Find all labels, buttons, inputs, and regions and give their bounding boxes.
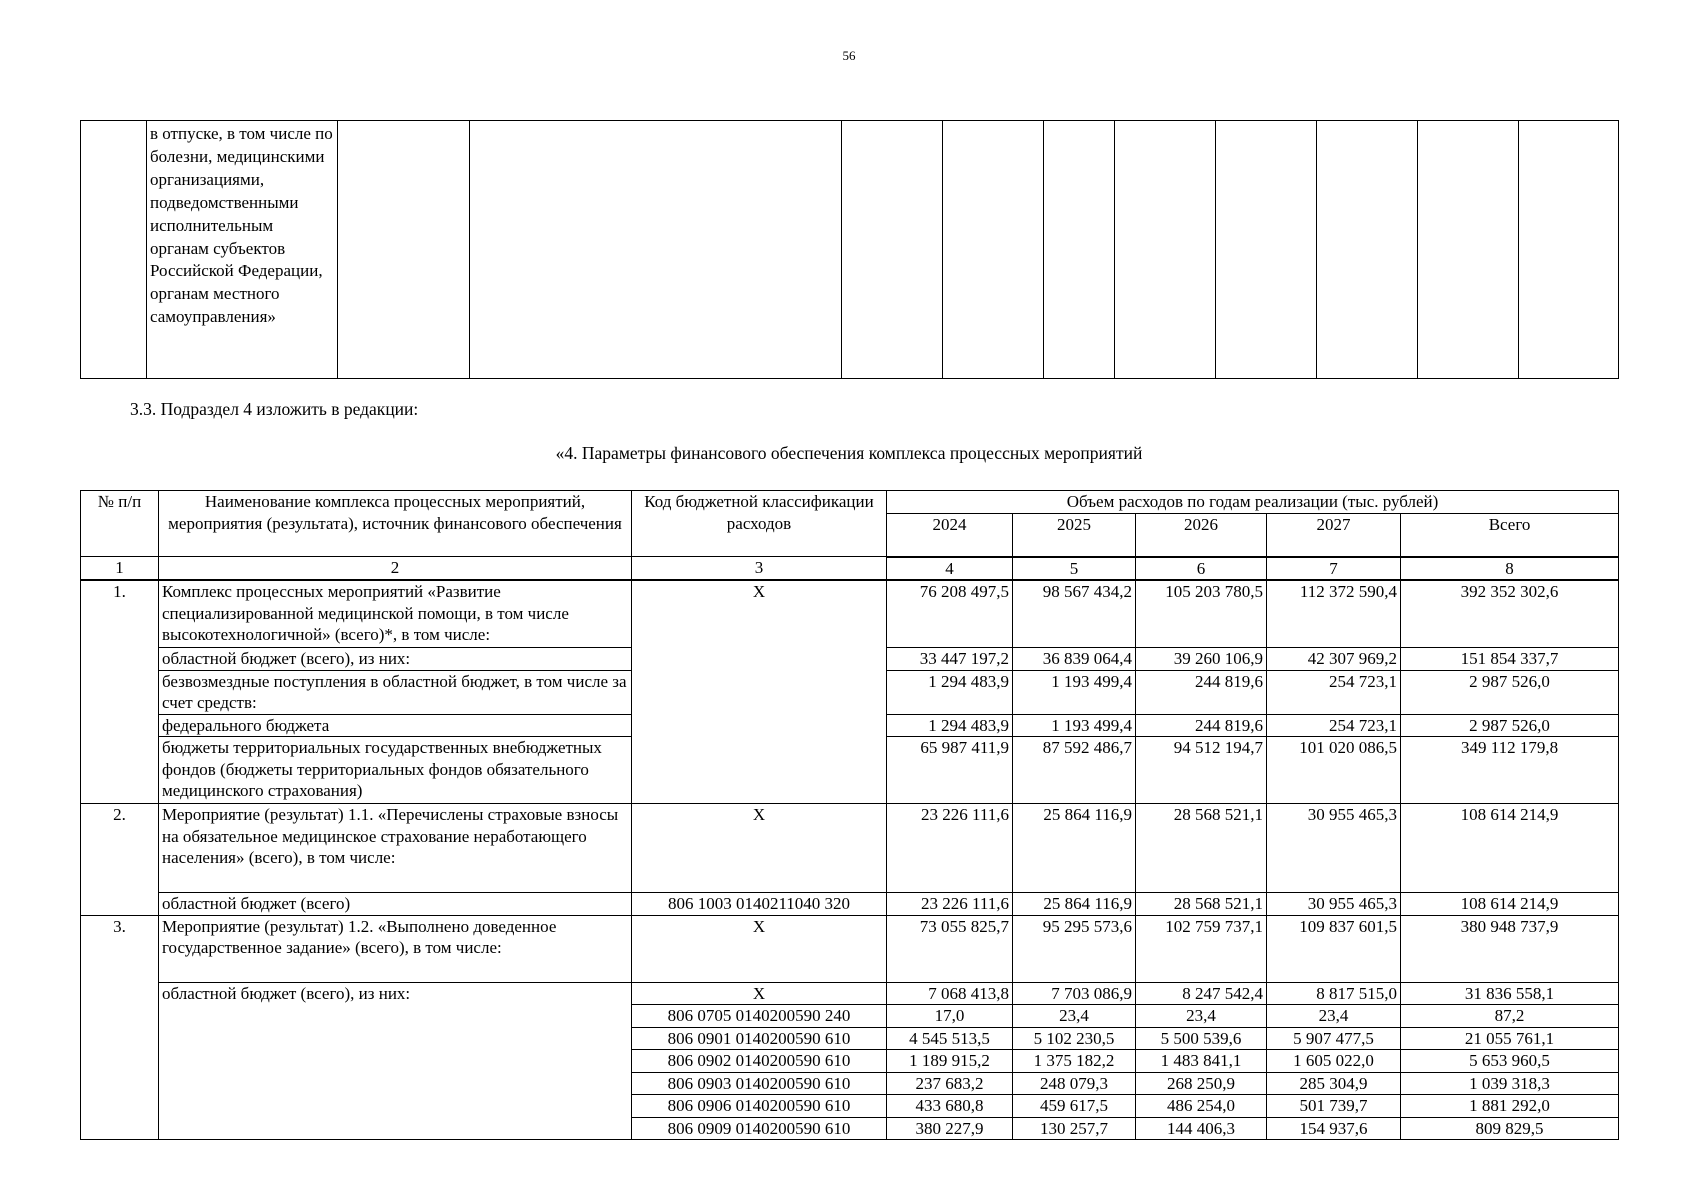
value-2027: 112 372 590,4 (1267, 580, 1401, 648)
col-number: 3 (632, 557, 887, 581)
col-number: 7 (1267, 557, 1401, 581)
value-2025: 87 592 486,7 (1013, 737, 1136, 804)
header-total: Всего (1401, 513, 1619, 557)
value-total: 380 948 737,9 (1401, 915, 1619, 982)
table-row (81, 915, 1619, 982)
value-2027: 8 817 515,0 (1267, 982, 1401, 1005)
row-name: бюджеты территориальных государственных внебюджетных фондов (бюджеты территориальных фондов обязательного медицинского страхования) (159, 737, 632, 804)
col-number: 4 (887, 557, 1013, 581)
value-2024: 380 227,9 (887, 1117, 1013, 1140)
value-2027: 154 937,6 (1267, 1117, 1401, 1140)
row-name: областной бюджет (всего) (159, 893, 632, 916)
row-code: 806 0903 0140200590 610 (632, 1072, 887, 1095)
header-2026: 2026 (1136, 513, 1267, 557)
header-2024: 2024 (887, 513, 1013, 557)
row-code: Х (632, 580, 887, 804)
header-code: Код бюджетной классификации расходов (632, 491, 887, 557)
value-2027: 30 955 465,3 (1267, 804, 1401, 893)
value-total: 21 055 761,1 (1401, 1027, 1619, 1050)
value-2026: 8 247 542,4 (1136, 982, 1267, 1005)
row-code: 806 0906 0140200590 610 (632, 1095, 887, 1118)
value-2027: 1 605 022,0 (1267, 1050, 1401, 1073)
section-heading: «4. Параметры финансового обеспечения комплекса процессных мероприятий (555, 443, 1143, 463)
table-row (81, 982, 1619, 1005)
header-2027: 2027 (1267, 513, 1401, 557)
row-code: Х (632, 982, 887, 1005)
value-total: 5 653 960,5 (1401, 1050, 1619, 1073)
cont-cell (943, 121, 1044, 379)
cont-cell (1044, 121, 1115, 379)
value-2026: 268 250,9 (1136, 1072, 1267, 1095)
continuation-text: в отпуске, в том числе по болезни, медицинскими организациями, подведомственными исполнительным органам субъектов Российской Федерации, органам местного самоуправления» (147, 121, 338, 379)
value-2026: 39 260 106,9 (1136, 648, 1267, 671)
value-2024: 23 226 111,6 (887, 893, 1013, 916)
value-2027: 23,4 (1267, 1005, 1401, 1028)
value-2026: 244 819,6 (1136, 670, 1267, 714)
row-code: 806 1003 0140211040 320 (632, 893, 887, 916)
value-2024: 65 987 411,9 (887, 737, 1013, 804)
row-code: 806 0705 0140200590 240 (632, 1005, 887, 1028)
row-number: 3. (81, 915, 159, 1140)
cont-cell (1317, 121, 1418, 379)
row-name: Мероприятие (результат) 1.1. «Перечислены страховые взносы на обязательное медицинское страхование неработающего населения» (всего), в том числе: (159, 804, 632, 893)
value-2025: 7 703 086,9 (1013, 982, 1136, 1005)
value-total: 1 881 292,0 (1401, 1095, 1619, 1118)
value-2024: 1 294 483,9 (887, 714, 1013, 737)
value-2025: 1 193 499,4 (1013, 714, 1136, 737)
col-number: 8 (1401, 557, 1619, 581)
value-2026: 105 203 780,5 (1136, 580, 1267, 648)
col-number: 2 (159, 557, 632, 581)
row-name: безвозмездные поступления в областной бюджет, в том числе за счет средств: (159, 670, 632, 714)
value-2024: 1 294 483,9 (887, 670, 1013, 714)
value-2025: 25 864 116,9 (1013, 804, 1136, 893)
value-2027: 254 723,1 (1267, 670, 1401, 714)
value-2025: 23,4 (1013, 1005, 1136, 1028)
col-number: 1 (81, 557, 159, 581)
value-2025: 95 295 573,6 (1013, 915, 1136, 982)
value-total: 1 039 318,3 (1401, 1072, 1619, 1095)
value-total: 108 614 214,9 (1401, 893, 1619, 916)
table-row (81, 893, 1619, 916)
cont-cell (81, 121, 147, 379)
value-2025: 5 102 230,5 (1013, 1027, 1136, 1050)
value-total: 809 829,5 (1401, 1117, 1619, 1140)
value-2025: 25 864 116,9 (1013, 893, 1136, 916)
value-2026: 1 483 841,1 (1136, 1050, 1267, 1073)
row-number: 2. (81, 804, 159, 916)
value-2025: 130 257,7 (1013, 1117, 1136, 1140)
row-name: федерального бюджета (159, 714, 632, 737)
amendment-paragraph: 3.3. Подраздел 4 изложить в редакции: (130, 399, 419, 419)
cont-cell (1519, 121, 1619, 379)
value-2025: 1 375 182,2 (1013, 1050, 1136, 1073)
row-code: 806 0909 0140200590 610 (632, 1117, 887, 1140)
value-total: 2 987 526,0 (1401, 670, 1619, 714)
cont-cell (470, 121, 842, 379)
value-2024: 433 680,8 (887, 1095, 1013, 1118)
table-row (81, 804, 1619, 893)
col-number: 6 (1136, 557, 1267, 581)
value-2024: 17,0 (887, 1005, 1013, 1028)
value-2025: 1 193 499,4 (1013, 670, 1136, 714)
cont-cell (1418, 121, 1519, 379)
value-2025: 36 839 064,4 (1013, 648, 1136, 671)
header-num: № п/п (81, 491, 159, 557)
cont-cell (338, 121, 470, 379)
cont-cell (842, 121, 943, 379)
col-number: 5 (1013, 557, 1136, 581)
value-2024: 7 068 413,8 (887, 982, 1013, 1005)
value-2026: 5 500 539,6 (1136, 1027, 1267, 1050)
row-name: областной бюджет (всего), из них: (159, 648, 632, 671)
value-2024: 76 208 497,5 (887, 580, 1013, 648)
value-total: 108 614 214,9 (1401, 804, 1619, 893)
value-total: 87,2 (1401, 1005, 1619, 1028)
row-code: 806 0901 0140200590 610 (632, 1027, 887, 1050)
value-2026: 23,4 (1136, 1005, 1267, 1028)
row-number: 1. (81, 580, 159, 804)
row-name: областной бюджет (всего), из них: (159, 982, 632, 1140)
value-total: 392 352 302,6 (1401, 580, 1619, 648)
row-name: Мероприятие (результат) 1.2. «Выполнено доведенное государственное задание» (всего), в том числе: (159, 915, 632, 982)
row-code: 806 0902 0140200590 610 (632, 1050, 887, 1073)
value-2027: 109 837 601,5 (1267, 915, 1401, 982)
value-2027: 30 955 465,3 (1267, 893, 1401, 916)
value-2027: 5 907 477,5 (1267, 1027, 1401, 1050)
row-code: Х (632, 915, 887, 982)
value-2026: 28 568 521,1 (1136, 893, 1267, 916)
value-2024: 4 545 513,5 (887, 1027, 1013, 1050)
header-volume: Объем расходов по годам реализации (тыс. рублей) (887, 491, 1619, 514)
value-total: 349 112 179,8 (1401, 737, 1619, 804)
value-2026: 102 759 737,1 (1136, 915, 1267, 982)
financing-table (80, 490, 1619, 1140)
page-number: 56 (842, 48, 856, 63)
cont-cell (1216, 121, 1317, 379)
header-row (81, 491, 1619, 514)
continuation-row (81, 121, 1619, 379)
value-2024: 73 055 825,7 (887, 915, 1013, 982)
value-2026: 28 568 521,1 (1136, 804, 1267, 893)
value-2024: 33 447 197,2 (887, 648, 1013, 671)
value-2027: 285 304,9 (1267, 1072, 1401, 1095)
value-total: 2 987 526,0 (1401, 714, 1619, 737)
value-2026: 244 819,6 (1136, 714, 1267, 737)
value-2024: 23 226 111,6 (887, 804, 1013, 893)
value-2025: 98 567 434,2 (1013, 580, 1136, 648)
value-2026: 94 512 194,7 (1136, 737, 1267, 804)
value-total: 31 836 558,1 (1401, 982, 1619, 1005)
table-row (81, 580, 1619, 648)
value-2026: 144 406,3 (1136, 1117, 1267, 1140)
value-2027: 501 739,7 (1267, 1095, 1401, 1118)
column-numbers-row (81, 557, 1619, 581)
continuation-table (80, 120, 1619, 379)
value-2027: 101 020 086,5 (1267, 737, 1401, 804)
header-name: Наименование комплекса процессных мероприятий, мероприятия (результата), источник финансового обеспечения (159, 491, 632, 557)
value-2024: 237 683,2 (887, 1072, 1013, 1095)
header-2025: 2025 (1013, 513, 1136, 557)
value-2027: 254 723,1 (1267, 714, 1401, 737)
value-2027: 42 307 969,2 (1267, 648, 1401, 671)
row-code: Х (632, 804, 887, 893)
value-2026: 486 254,0 (1136, 1095, 1267, 1118)
value-2024: 1 189 915,2 (887, 1050, 1013, 1073)
value-2025: 459 617,5 (1013, 1095, 1136, 1118)
row-name: Комплекс процессных мероприятий «Развитие специализированной медицинской помощи, в том числе высокотехнологичной» (всего)*, в том числе: (159, 580, 632, 648)
cont-cell (1115, 121, 1216, 379)
value-total: 151 854 337,7 (1401, 648, 1619, 671)
value-2025: 248 079,3 (1013, 1072, 1136, 1095)
